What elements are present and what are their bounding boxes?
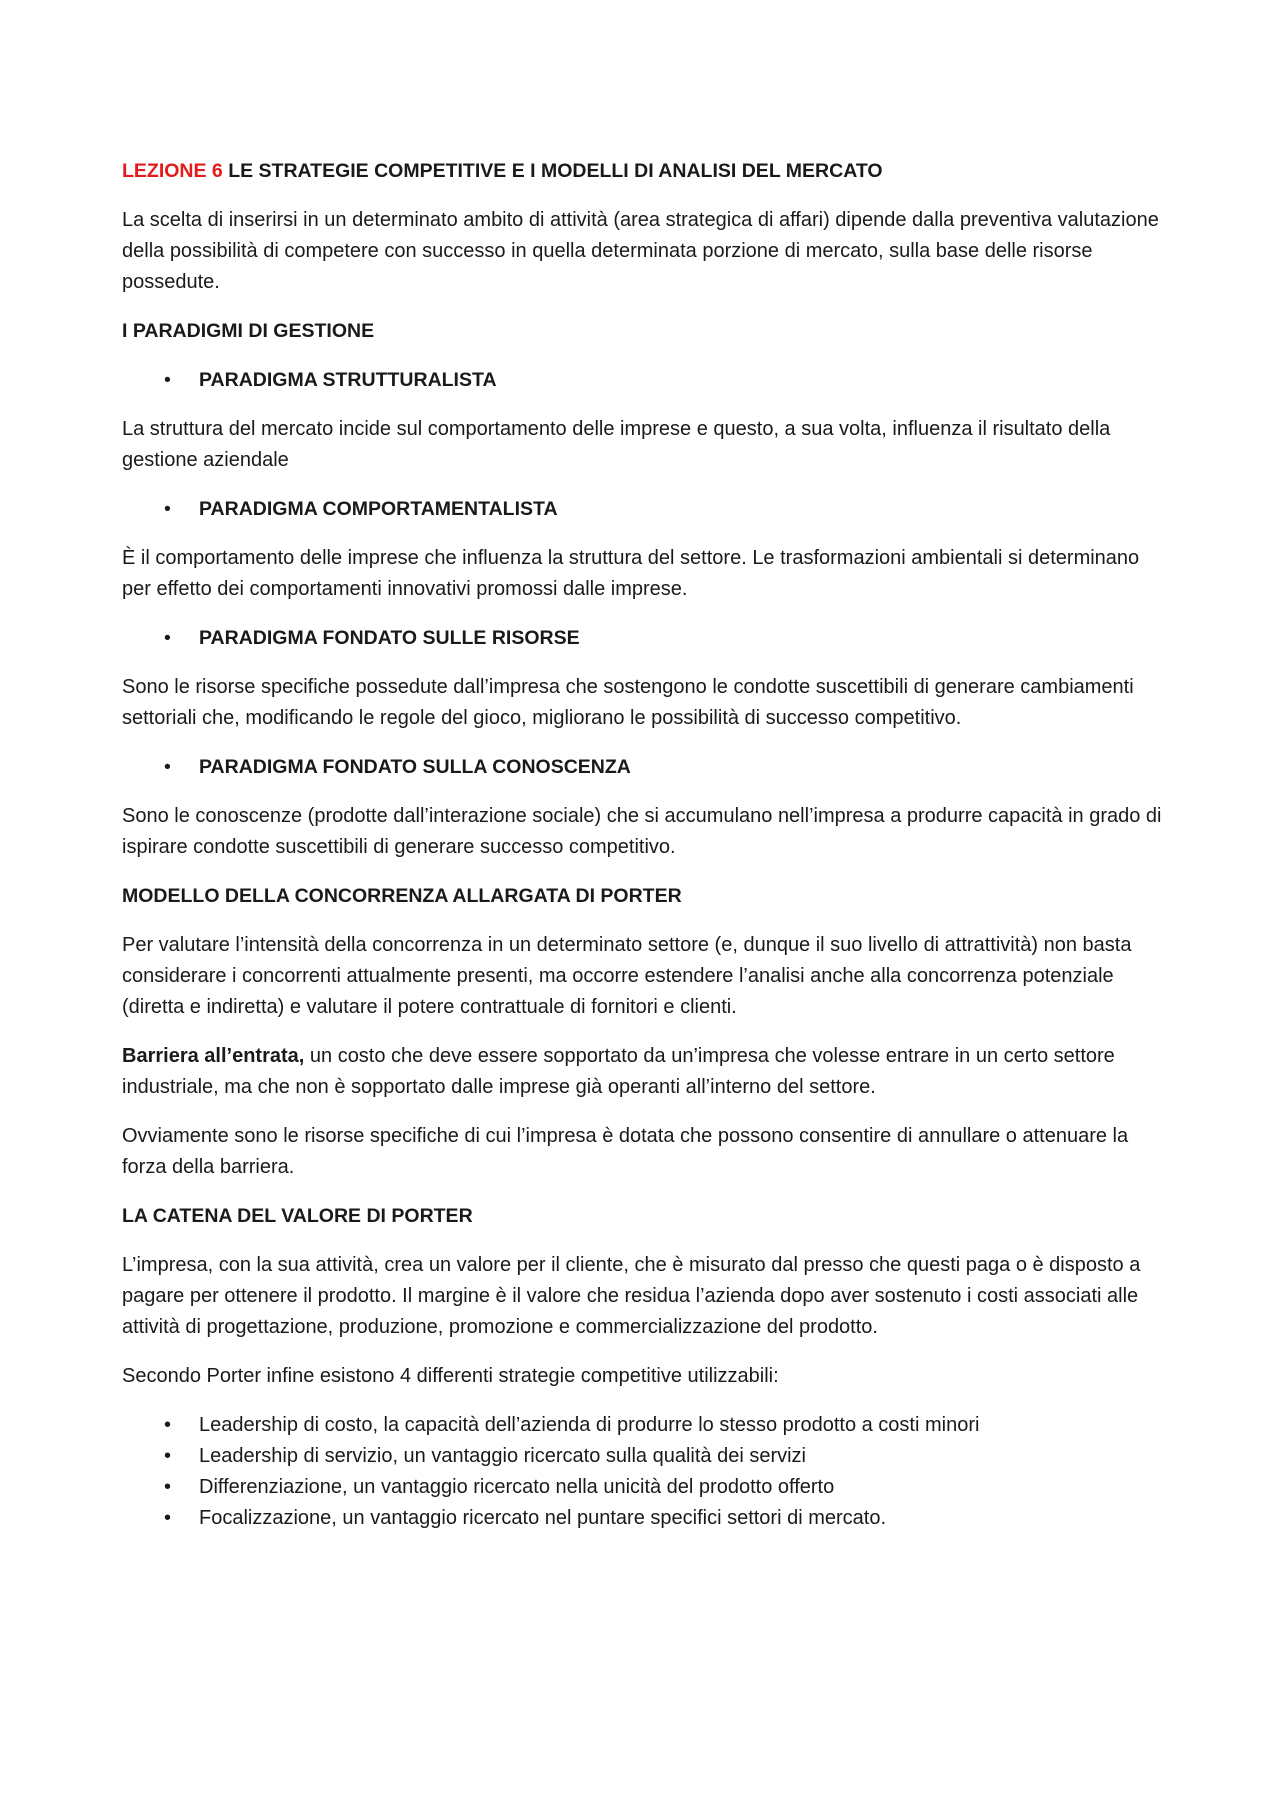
barrier-term: Barriera all’entrata, <box>122 1045 305 1067</box>
paradigm-paragraph: La struttura del mercato incide sul comportamento delle imprese e questo, a sua volta, influenza il risultato della gestione aziendale <box>122 418 1111 471</box>
paradigm-paragraph: Sono le conoscenze (prodotte dall’interazione sociale) che si accumulano nell’impresa a produrre capacità in grado di ispirare condotte suscettibili di generare successo competitivo. <box>122 805 1162 858</box>
list-item <box>122 1503 1172 1534</box>
strategies-list <box>122 1410 1172 1534</box>
list-item <box>122 1410 1172 1441</box>
strategy-text: Focalizzazione, un vantaggio ricercato nel puntare specifici settori di mercato. <box>199 1507 887 1529</box>
lesson-number: LEZIONE 6 <box>122 160 223 182</box>
paradigm-paragraph: È il comportamento delle imprese che influenza la struttura del settore. Le trasformazioni ambientali si determinano per effetto dei comportamenti innovativi promossi dalle imprese. <box>122 547 1140 600</box>
bullet-icon: • <box>164 756 171 778</box>
bullet-icon: • <box>164 627 171 649</box>
paradigm-heading <box>122 494 1172 525</box>
bullet-icon: • <box>164 1476 172 1498</box>
barrier-definition: un costo che deve essere sopportato da un’impresa che volesse entrare in un certo settore industriale, ma che non è sopportato dalle imprese già operanti all’interno del settore. <box>122 1045 1115 1098</box>
resources-paragraph: Ovviamente sono le risorse specifiche di cui l’impresa è dotata che possono consentire di annullare o attenuare la forza della barriera. <box>122 1125 1129 1178</box>
value-chain-paragraph: L’impresa, con la sua attività, crea un valore per il cliente, che è misurato dal presso che questi paga o è disposto a pagare per ottenere il prodotto. Il margine è il valore che residua l’azienda dopo aver sostenuto i costi associati alle attività di progettazione, produzione, promozione e commercializzazione del prodotto. <box>122 1254 1141 1338</box>
bullet-icon: • <box>164 1507 172 1529</box>
bullet-icon: • <box>164 1414 172 1436</box>
list-item <box>122 1472 1172 1503</box>
paradigm-paragraph: Sono le risorse specifiche possedute dall’impresa che sostengono le condotte suscettibili di generare cambiamenti settoriali che, modificando le regole del gioco, migliorano le possibilità di successo competitivo. <box>122 676 1134 729</box>
strategies-intro: Secondo Porter infine esistono 4 differenti strategie competitive utilizzabili: <box>122 1365 779 1387</box>
title-text: LE STRATEGIE COMPETITIVE E I MODELLI DI ANALISI DEL MERCATO <box>228 160 883 182</box>
paradigm-label: PARADIGMA FONDATO SULLE RISORSE <box>199 627 580 649</box>
section-heading-value-chain: LA CATENA DEL VALORE DI PORTER <box>122 1205 473 1227</box>
strategy-text: Leadership di costo, la capacità dell’azienda di produrre lo stesso prodotto a costi minori <box>199 1414 980 1436</box>
strategy-text: Leadership di servizio, un vantaggio ricercato sulla qualità dei servizi <box>199 1445 806 1467</box>
bullet-icon: • <box>164 1445 172 1467</box>
list-item <box>122 1441 1172 1472</box>
section-heading-paradigms: I PARADIGMI DI GESTIONE <box>122 320 375 342</box>
paradigm-heading <box>122 623 1172 654</box>
bullet-icon: • <box>164 498 171 520</box>
paradigm-label: PARADIGMA FONDATO SULLA CONOSCENZA <box>199 756 631 778</box>
strategy-text: Differenziazione, un vantaggio ricercato nella unicità del prodotto offerto <box>199 1476 835 1498</box>
document-title <box>122 156 1172 187</box>
paradigm-label: PARADIGMA STRUTTURALISTA <box>199 369 497 391</box>
section-heading-porter-model: MODELLO DELLA CONCORRENZA ALLARGATA DI PORTER <box>122 885 682 907</box>
competition-paragraph: Per valutare l’intensità della concorrenza in un determinato settore (e, dunque il suo livello di attrattività) non basta considerare i concorrenti attualmente presenti, ma occorre estendere l’analisi anche alla concorrenza potenziale (diretta e indiretta) e valutare il potere contrattuale di fornitori e clienti. <box>122 934 1132 1018</box>
bullet-icon: • <box>164 369 171 391</box>
intro-paragraph: La scelta di inserirsi in un determinato ambito di attività (area strategica di affari) dipende dalla preventiva valutazione della possibilità di competere con successo in quella determinata porzione di mercato, sulla base delle risorse possedute. <box>122 209 1159 293</box>
document-page <box>122 156 1172 1534</box>
paradigm-label: PARADIGMA COMPORTAMENTALISTA <box>199 498 558 520</box>
paradigm-heading <box>122 752 1172 783</box>
barrier-paragraph <box>122 1041 1172 1103</box>
paradigm-heading <box>122 365 1172 396</box>
